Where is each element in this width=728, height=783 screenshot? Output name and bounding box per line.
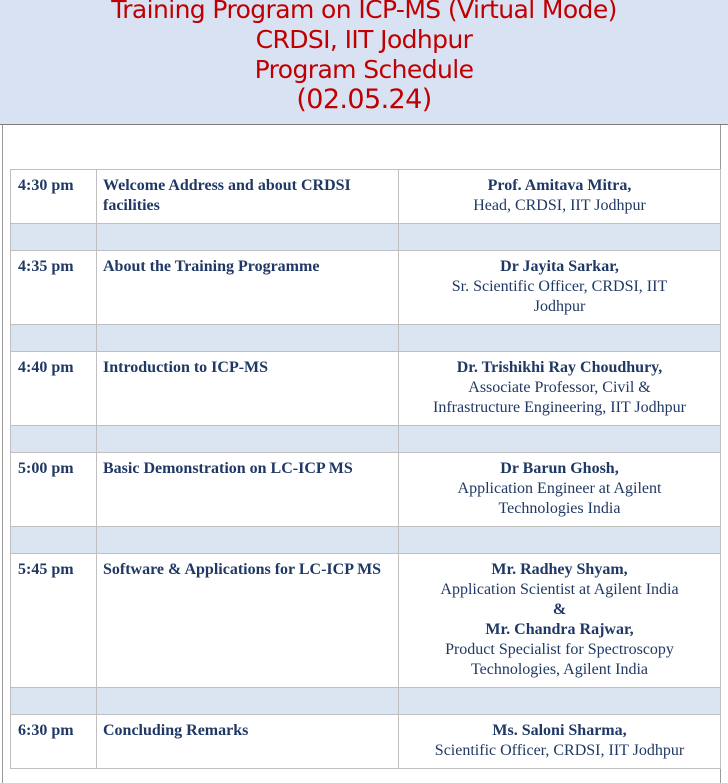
session-topic: Software & Applications for LC-ICP MS bbox=[97, 554, 399, 688]
session-time: 4:30 pm bbox=[11, 170, 97, 224]
spacer-row bbox=[11, 688, 721, 715]
speaker-role: Product Specialist for Spectroscopy Technologies, Agilent India bbox=[445, 641, 674, 678]
session-time: 5:45 pm bbox=[11, 554, 97, 688]
schedule-row bbox=[11, 170, 721, 224]
speaker-name: Mr. Chandra Rajwar, bbox=[485, 621, 634, 638]
session-topic: Concluding Remarks bbox=[97, 715, 399, 769]
session-speaker bbox=[399, 453, 721, 527]
schedule-section bbox=[0, 125, 728, 783]
session-speaker bbox=[399, 170, 721, 224]
speaker-role: Associate Professor, Civil & Infrastructure Engineering, IIT Jodhpur bbox=[433, 379, 686, 416]
speaker-name: Prof. Amitava Mitra, bbox=[487, 177, 632, 194]
session-topic: About the Training Programme bbox=[97, 251, 399, 325]
speaker-role: Head, CRDSI, IIT Jodhpur bbox=[473, 197, 646, 214]
program-title: Training Program on ICP-MS (Virtual Mode) bbox=[111, 0, 617, 24]
session-time: 6:30 pm bbox=[11, 715, 97, 769]
speaker-role: Application Engineer at Agilent Technologies India bbox=[457, 480, 662, 517]
spacer-row bbox=[11, 527, 721, 554]
session-topic: Introduction to ICP-MS bbox=[97, 352, 399, 426]
program-date: (02.05.24) bbox=[296, 84, 432, 115]
speaker-name: Dr Jayita Sarkar, bbox=[500, 258, 619, 275]
schedule-heading: Program Schedule bbox=[254, 55, 474, 84]
session-time: 4:40 pm bbox=[11, 352, 97, 426]
session-speaker bbox=[399, 251, 721, 325]
speaker-name: Dr Barun Ghosh, bbox=[500, 460, 619, 477]
session-speaker bbox=[399, 554, 721, 688]
speaker-name: Ms. Saloni Sharma, bbox=[492, 722, 627, 739]
schedule-row bbox=[11, 453, 721, 527]
session-time: 5:00 pm bbox=[11, 453, 97, 527]
spacer-row bbox=[11, 325, 721, 352]
speaker-role: Scientific Officer, CRDSI, IIT Jodhpur bbox=[434, 742, 685, 759]
schedule-row bbox=[11, 251, 721, 325]
spacer-row bbox=[11, 426, 721, 453]
speaker-role: Application Scientist at Agilent India bbox=[440, 581, 679, 598]
schedule-table bbox=[10, 169, 721, 769]
speaker-joiner: & bbox=[552, 601, 567, 618]
session-time: 4:35 pm bbox=[11, 251, 97, 325]
speaker-name: Dr. Trishikhi Ray Choudhury, bbox=[456, 359, 663, 376]
session-speaker bbox=[399, 715, 721, 769]
schedule-row bbox=[11, 352, 721, 426]
speaker-name: Mr. Radhey Shyam, bbox=[491, 561, 628, 578]
institute-name: CRDSI, IIT Jodhpur bbox=[255, 25, 473, 54]
schedule-row bbox=[11, 715, 721, 769]
speaker-role: Sr. Scientific Officer, CRDSI, IIT Jodhpur bbox=[451, 278, 668, 315]
session-topic: Basic Demonstration on LC-ICP MS bbox=[97, 453, 399, 527]
left-border bbox=[2, 125, 3, 783]
session-topic: Welcome Address and about CRDSI facilities bbox=[97, 170, 399, 224]
session-speaker bbox=[399, 352, 721, 426]
page-header bbox=[0, 0, 728, 125]
spacer-row bbox=[11, 224, 721, 251]
schedule-row bbox=[11, 554, 721, 688]
